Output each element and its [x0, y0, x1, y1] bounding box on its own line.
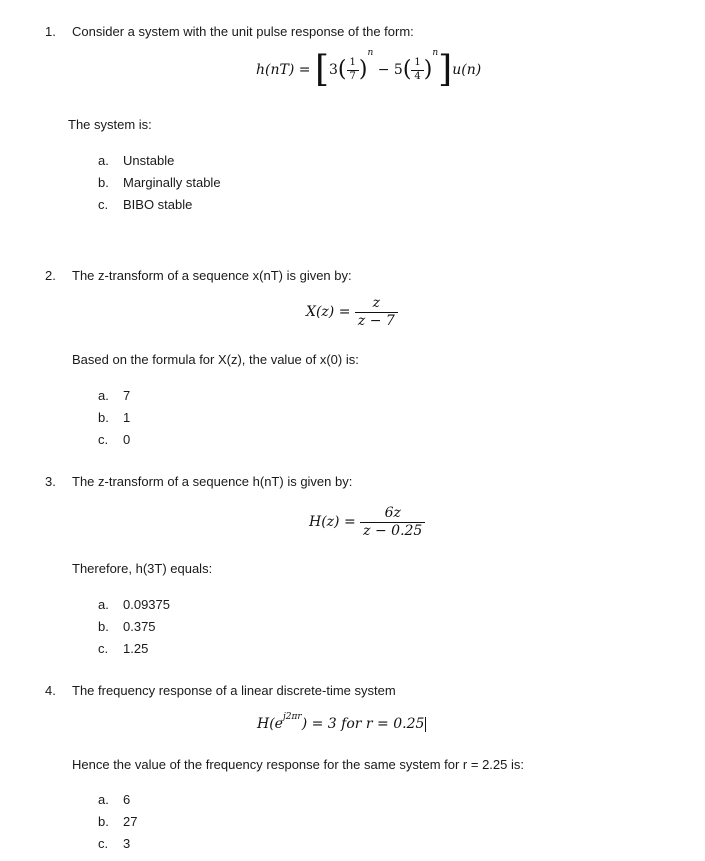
- fraction: [360, 506, 425, 538]
- question-1-number: 1.: [45, 24, 56, 39]
- question-3-stem: The z-transform of a sequence h(nT) is given by:: [72, 474, 353, 489]
- fraction-2-denominator: 4: [411, 70, 423, 83]
- q2-option-a-text: 7: [123, 388, 131, 403]
- fraction-numerator: 6z: [384, 505, 401, 521]
- formula-lhs: h(nT) =: [256, 62, 311, 78]
- q3-option-c-text: 1.25: [123, 641, 149, 656]
- question-1-prompt: The system is:: [68, 117, 152, 132]
- fraction: [355, 296, 398, 328]
- q1-option-a-text: Unstable: [123, 153, 175, 168]
- close-paren-1: ): [358, 57, 368, 82]
- q2-option-b-text: 1: [123, 410, 131, 425]
- formula-exponent: j2πr: [282, 712, 302, 722]
- formula-coef-1: 3: [328, 62, 338, 78]
- question-2-prompt: Based on the formula for X(z), the value of x(0) is:: [72, 352, 359, 367]
- question-2-stem: The z-transform of a sequence x(nT) is given by:: [72, 268, 352, 283]
- close-bracket: ]: [438, 49, 453, 90]
- formula-lhs: H(z) =: [309, 514, 356, 531]
- question-2-number: 2.: [45, 268, 56, 283]
- question-3-formula: [309, 506, 425, 538]
- question-4-stem: The frequency response of a linear discrete-time system: [72, 683, 396, 698]
- question-3-prompt: Therefore, h(3T) equals:: [72, 561, 213, 576]
- q2-option-c-text: 0: [123, 432, 131, 447]
- formula-base: e: [274, 716, 283, 732]
- formula-minus-term: − 5: [377, 62, 403, 78]
- fraction-denominator: z − 0.25: [360, 522, 425, 539]
- exponent-1: n: [367, 48, 374, 58]
- close-paren-2: ): [423, 57, 433, 82]
- open-bracket: [: [314, 49, 329, 90]
- open-paren-2: (: [402, 57, 412, 82]
- q4-option-a-letter: a.: [98, 792, 109, 807]
- q3-option-a-letter: a.: [98, 597, 109, 612]
- fraction-1: [347, 58, 359, 82]
- fraction-1-denominator: 7: [347, 70, 359, 83]
- question-3-number: 3.: [45, 474, 56, 489]
- q4-option-b-letter: b.: [98, 814, 109, 829]
- question-4-number: 4.: [45, 683, 56, 698]
- q3-option-c-letter: c.: [98, 641, 109, 656]
- q4-option-c-text: 3: [123, 836, 131, 851]
- q2-option-a-letter: a.: [98, 388, 109, 403]
- q1-option-b-text: Marginally stable: [123, 175, 221, 190]
- fraction-denominator: z − 7: [355, 312, 398, 329]
- q4-option-c-letter: c.: [98, 836, 109, 851]
- question-1-stem: Consider a system with the unit pulse response of the form:: [72, 24, 414, 39]
- q4-option-b-text: 27: [123, 814, 138, 829]
- formula-lhs: X(z) =: [306, 304, 351, 321]
- q2-option-c-letter: c.: [98, 432, 109, 447]
- q1-option-c-text: BIBO stable: [123, 197, 193, 212]
- fraction-1-numerator: 1: [349, 57, 356, 68]
- q1-option-b-letter: b.: [98, 175, 109, 190]
- question-4-prompt: Hence the value of the frequency response for the same system for r = 2.25 is:: [72, 757, 524, 772]
- formula-tail: u(n): [452, 62, 482, 78]
- formula-rhs: ) = 3 for r = 0.25: [301, 716, 425, 732]
- fraction-2-numerator: 1: [414, 57, 421, 68]
- q2-option-b-letter: b.: [98, 410, 109, 425]
- q3-option-b-text: 0.375: [123, 619, 156, 634]
- open-paren-1: (: [337, 57, 347, 82]
- question-1-formula: [256, 48, 482, 90]
- fraction-numerator: z: [372, 295, 381, 311]
- fraction-2: [411, 58, 423, 82]
- q1-option-c-letter: c.: [98, 197, 109, 212]
- question-2-formula: [306, 296, 398, 328]
- q3-option-b-letter: b.: [98, 619, 109, 634]
- q3-option-a-text: 0.09375: [123, 597, 170, 612]
- exponent-2: n: [432, 48, 439, 58]
- text-cursor: [425, 717, 426, 732]
- formula-lhs: H(: [257, 716, 275, 732]
- q1-option-a-letter: a.: [98, 153, 109, 168]
- q4-option-a-text: 6: [123, 792, 131, 807]
- question-4-formula: [257, 712, 426, 732]
